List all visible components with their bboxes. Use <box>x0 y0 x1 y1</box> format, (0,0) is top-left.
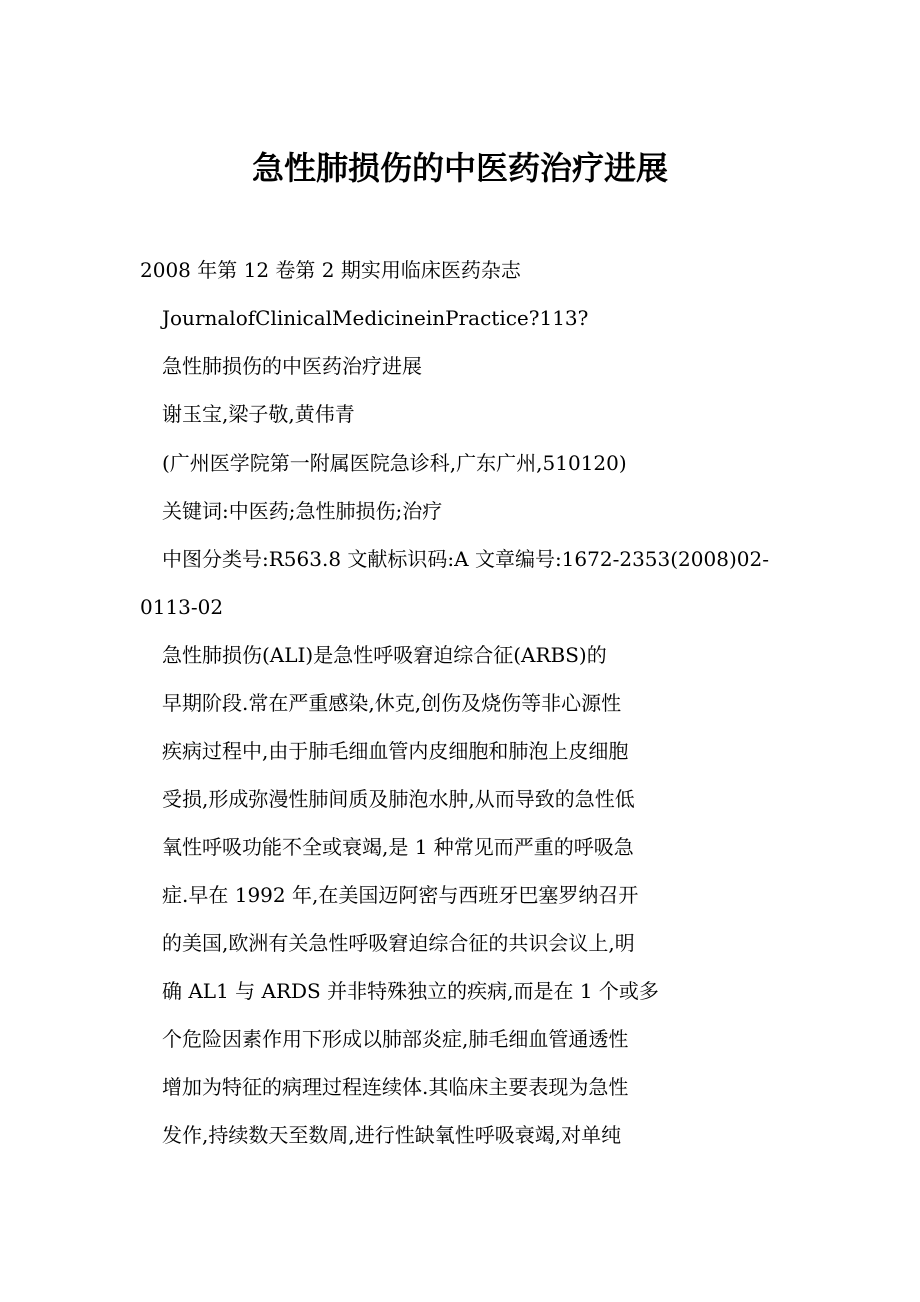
paragraph-line: 增加为特征的病理过程连续体.其临床主要表现为急性 <box>162 1075 629 1099</box>
paragraph-line: 症.早在 1992 年,在美国迈阿密与西班牙巴塞罗纳召开 <box>162 883 639 907</box>
paragraph-line: 急性肺损伤(ALI)是急性呼吸窘迫综合征(ARBS)的 <box>162 643 607 667</box>
paragraph-line: 个危险因素作用下形成以肺部炎症,肺毛细血管通透性 <box>162 1027 629 1051</box>
keywords: 关键词:中医药;急性肺损伤;治疗 <box>162 499 443 523</box>
journal-line: JournalofClinicalMedicineinPractice?113? <box>162 306 589 330</box>
affiliation: (广州医学院第一附属医院急诊科,广东广州,510120) <box>162 451 627 475</box>
paragraph-line: 的美国,欧洲有关急性呼吸窘迫综合征的共识会议上,明 <box>162 931 635 955</box>
paragraph-line: 氧性呼吸功能不全或衰竭,是 1 种常见而严重的呼吸急 <box>162 835 634 859</box>
paragraph-line: 早期阶段.常在严重感染,休克,创伤及烧伤等非心源性 <box>162 691 622 715</box>
document-title: 急性肺损伤的中医药治疗进展 <box>251 149 668 187</box>
paragraph-line: 受损,形成弥漫性肺间质及肺泡水肿,从而导致的急性低 <box>162 787 635 811</box>
paragraph-line: 确 AL1 与 ARDS 并非特殊独立的疾病,而是在 1 个或多 <box>162 979 659 1003</box>
paragraph-line: 发作,持续数天至数周,进行性缺氧性呼吸衰竭,对单纯 <box>162 1123 622 1147</box>
classification-line-continued: 0113-02 <box>140 595 224 619</box>
article-title: 急性肺损伤的中医药治疗进展 <box>162 354 422 378</box>
authors: 谢玉宝,梁子敬,黄伟青 <box>162 402 355 426</box>
paragraph-line: 疾病过程中,由于肺毛细血管内皮细胞和肺泡上皮细胞 <box>162 739 629 763</box>
source-line: 2008 年第 12 卷第 2 期实用临床医药杂志 <box>140 258 521 282</box>
classification-line: 中图分类号:R563.8 文献标识码:A 文章编号:1672-2353(2008)02- <box>162 547 769 571</box>
